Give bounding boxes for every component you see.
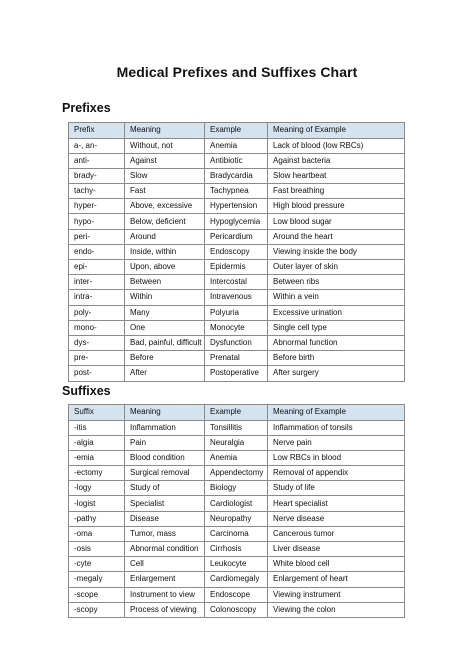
table-cell: Liver disease xyxy=(268,542,405,557)
column-header: Example xyxy=(205,123,268,139)
table-cell: Intercostal xyxy=(205,275,268,290)
table-row xyxy=(69,138,405,153)
table-cell: Upon, above xyxy=(125,260,205,275)
table-cell: Heart specialist xyxy=(268,496,405,511)
table-row xyxy=(69,366,405,381)
table-cell: Within xyxy=(125,290,205,305)
table-row xyxy=(69,587,405,602)
table-cell: -osis xyxy=(69,542,125,557)
table-row xyxy=(69,602,405,617)
table-cell: epi- xyxy=(69,260,125,275)
table-cell: Intravenous xyxy=(205,290,268,305)
table-cell: Below, deficient xyxy=(125,214,205,229)
table-cell: Before xyxy=(125,351,205,366)
table-cell: Inside, within xyxy=(125,244,205,259)
table-cell: Abnormal function xyxy=(268,335,405,350)
table-cell: Single cell type xyxy=(268,320,405,335)
table-cell: Cancerous tumor xyxy=(268,526,405,541)
table-cell: Abnormal condition xyxy=(125,542,205,557)
table-cell: Cell xyxy=(125,557,205,572)
table-cell: Antibiotic xyxy=(205,153,268,168)
suffixes-heading: Suffixes xyxy=(62,384,111,398)
table-cell: pre- xyxy=(69,351,125,366)
table-cell: Tachypnea xyxy=(205,184,268,199)
table-cell: -scope xyxy=(69,587,125,602)
table-row xyxy=(69,420,405,435)
table-cell: intra- xyxy=(69,290,125,305)
table-cell: Monocyte xyxy=(205,320,268,335)
table-cell: Bad, painful, difficult xyxy=(125,335,205,350)
table-row xyxy=(69,275,405,290)
table-cell: After surgery xyxy=(268,366,405,381)
table-cell: Viewing instrument xyxy=(268,587,405,602)
table-row xyxy=(69,335,405,350)
table-cell: Endoscope xyxy=(205,587,268,602)
table-cell: Against xyxy=(125,153,205,168)
table-header-row xyxy=(69,405,405,421)
table-cell: Between ribs xyxy=(268,275,405,290)
table-cell: Blood condition xyxy=(125,450,205,465)
table-cell: -itis xyxy=(69,420,125,435)
table-cell: Biology xyxy=(205,481,268,496)
table-row xyxy=(69,435,405,450)
table-cell: peri- xyxy=(69,229,125,244)
table-cell: Instrument to view xyxy=(125,587,205,602)
table-cell: Fast xyxy=(125,184,205,199)
table-cell: Hypoglycemia xyxy=(205,214,268,229)
table-cell: Against bacteria xyxy=(268,153,405,168)
table-cell: -logy xyxy=(69,481,125,496)
table-row xyxy=(69,450,405,465)
table-cell: -scopy xyxy=(69,602,125,617)
table-cell: Inflammation xyxy=(125,420,205,435)
table-cell: Bradycardia xyxy=(205,168,268,183)
table-cell: Slow heartbeat xyxy=(268,168,405,183)
column-header: Meaning of Example xyxy=(268,405,405,421)
table-row xyxy=(69,244,405,259)
table-row xyxy=(69,496,405,511)
table-cell: Prenatal xyxy=(205,351,268,366)
table-cell: Viewing inside the body xyxy=(268,244,405,259)
page-title: Medical Prefixes and Suffixes Chart xyxy=(116,64,358,80)
column-header: Meaning of Example xyxy=(268,123,405,139)
table-cell: Leukocyte xyxy=(205,557,268,572)
table-row xyxy=(69,184,405,199)
table-cell: -algia xyxy=(69,435,125,450)
table-cell: Colonoscopy xyxy=(205,602,268,617)
table-cell: Epidermis xyxy=(205,260,268,275)
table-cell: Viewing the colon xyxy=(268,602,405,617)
table-cell: -pathy xyxy=(69,511,125,526)
table-cell: Outer layer of skin xyxy=(268,260,405,275)
table-cell: -megaly xyxy=(69,572,125,587)
table-cell: a-, an- xyxy=(69,138,125,153)
table-row xyxy=(69,466,405,481)
table-row xyxy=(69,557,405,572)
table-cell: Slow xyxy=(125,168,205,183)
table-cell: mono- xyxy=(69,320,125,335)
table-cell: hyper- xyxy=(69,199,125,214)
table-cell: Surgical removal xyxy=(125,466,205,481)
table-cell: Postoperative xyxy=(205,366,268,381)
table-cell: Dysfunction xyxy=(205,335,268,350)
table-cell: Hypertension xyxy=(205,199,268,214)
table-header-row xyxy=(69,123,405,139)
table-cell: Nerve pain xyxy=(268,435,405,450)
table-cell: Around the heart xyxy=(268,229,405,244)
column-header: Prefix xyxy=(69,123,125,139)
table-cell: Lack of blood (low RBCs) xyxy=(268,138,405,153)
table-cell: Neuralgia xyxy=(205,435,268,450)
table-cell: Pericardium xyxy=(205,229,268,244)
table-row xyxy=(69,305,405,320)
table-cell: Cardiomegaly xyxy=(205,572,268,587)
table-row xyxy=(69,214,405,229)
table-row xyxy=(69,481,405,496)
table-cell: poly- xyxy=(69,305,125,320)
table-cell: hypo- xyxy=(69,214,125,229)
table-cell: Within a vein xyxy=(268,290,405,305)
table-cell: Nerve disease xyxy=(268,511,405,526)
prefixes-heading: Prefixes xyxy=(62,101,111,115)
prefixes-table xyxy=(68,122,405,382)
column-header: Suffix xyxy=(69,405,125,421)
suffixes-table xyxy=(68,404,405,618)
table-cell: Enlargement of heart xyxy=(268,572,405,587)
table-cell: Many xyxy=(125,305,205,320)
table-row xyxy=(69,351,405,366)
table-cell: Above, excessive xyxy=(125,199,205,214)
table-cell: Anemia xyxy=(205,138,268,153)
table-row xyxy=(69,199,405,214)
table-cell: anti- xyxy=(69,153,125,168)
table-cell: Between xyxy=(125,275,205,290)
table-cell: Tumor, mass xyxy=(125,526,205,541)
table-row xyxy=(69,229,405,244)
table-cell: dys- xyxy=(69,335,125,350)
table-cell: Excessive urination xyxy=(268,305,405,320)
table-cell: Low blood sugar xyxy=(268,214,405,229)
table-cell: Carcinoma xyxy=(205,526,268,541)
table-cell: Fast breathing xyxy=(268,184,405,199)
table-row xyxy=(69,260,405,275)
table-cell: endo- xyxy=(69,244,125,259)
table-cell: Process of viewing xyxy=(125,602,205,617)
table-cell: Appendectomy xyxy=(205,466,268,481)
table-cell: inter- xyxy=(69,275,125,290)
table-row xyxy=(69,542,405,557)
table-cell: High blood pressure xyxy=(268,199,405,214)
table-cell: Study of life xyxy=(268,481,405,496)
table-cell: Cardiologist xyxy=(205,496,268,511)
table-cell: -cyte xyxy=(69,557,125,572)
table-cell: Before birth xyxy=(268,351,405,366)
table-cell: Without, not xyxy=(125,138,205,153)
table-row xyxy=(69,320,405,335)
table-cell: Specialist xyxy=(125,496,205,511)
table-cell: Neuropathy xyxy=(205,511,268,526)
table-cell: One xyxy=(125,320,205,335)
table-cell: Tonsillitis xyxy=(205,420,268,435)
table-cell: Disease xyxy=(125,511,205,526)
table-cell: Low RBCs in blood xyxy=(268,450,405,465)
table-row xyxy=(69,168,405,183)
column-header: Example xyxy=(205,405,268,421)
table-cell: Anemia xyxy=(205,450,268,465)
table-cell: -ectomy xyxy=(69,466,125,481)
table-cell: tachy- xyxy=(69,184,125,199)
table-cell: White blood cell xyxy=(268,557,405,572)
table-cell: -logist xyxy=(69,496,125,511)
table-cell: Cirrhosis xyxy=(205,542,268,557)
table-cell: Polyuria xyxy=(205,305,268,320)
table-cell: Around xyxy=(125,229,205,244)
column-header: Meaning xyxy=(125,405,205,421)
table-cell: Study of xyxy=(125,481,205,496)
table-cell: -emia xyxy=(69,450,125,465)
table-cell: Inflammation of tonsils xyxy=(268,420,405,435)
table-row xyxy=(69,526,405,541)
table-cell: -oma xyxy=(69,526,125,541)
table-row xyxy=(69,511,405,526)
table-row xyxy=(69,572,405,587)
table-cell: Enlargement xyxy=(125,572,205,587)
table-cell: Removal of appendix xyxy=(268,466,405,481)
table-cell: post- xyxy=(69,366,125,381)
table-cell: brady- xyxy=(69,168,125,183)
table-cell: Endoscopy xyxy=(205,244,268,259)
table-cell: After xyxy=(125,366,205,381)
column-header: Meaning xyxy=(125,123,205,139)
table-row xyxy=(69,153,405,168)
table-cell: Pain xyxy=(125,435,205,450)
table-row xyxy=(69,290,405,305)
